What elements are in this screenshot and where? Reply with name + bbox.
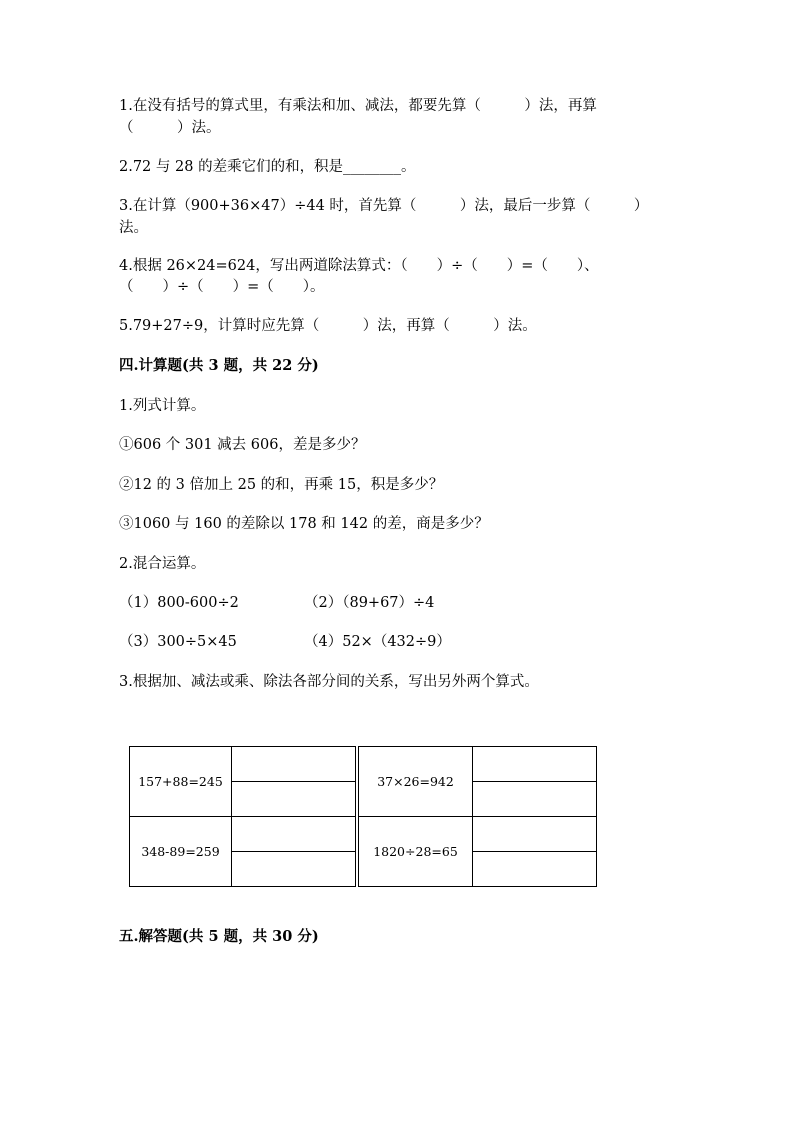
answer-blank[interactable] — [473, 782, 596, 817]
problem-1-b: ②12 的 3 倍加上 25 的和，再乘 15，积是多少？ — [119, 477, 444, 493]
answer-blank[interactable] — [232, 852, 355, 887]
question-3-line-1: 3.在计算（900+36×47）÷44 时，首先算（ ）法，最后一步算（ ） — [119, 198, 649, 214]
question-2: 2.72 与 28 的差乘它们的和，积是________。 — [119, 159, 416, 175]
equation-cell: 348-89=259 — [130, 817, 232, 887]
answer-blank[interactable] — [473, 747, 596, 782]
answer-cell[interactable] — [473, 747, 597, 817]
calc-item-3: （3）300÷5×45 — [119, 634, 237, 650]
equation-cell: 157+88=245 — [130, 747, 232, 817]
question-4-line-2: （ ）÷（ ）=（ ）。 — [119, 279, 325, 295]
answer-cell[interactable] — [473, 817, 597, 887]
question-5: 5.79+27÷9，计算时应先算（ ）法，再算（ ）法。 — [119, 318, 537, 334]
question-1-line-1: 1.在没有括号的算式里，有乘法和加、减法，都要先算（ ）法，再算 — [119, 98, 597, 114]
answer-cell[interactable] — [232, 817, 356, 887]
answer-blank[interactable] — [232, 747, 355, 782]
equation-cell: 1820÷28=65 — [359, 817, 473, 887]
calc-item-2: （2）（89+67）÷4 — [304, 595, 435, 611]
relation-table-right — [358, 746, 597, 887]
problem-3-title: 3.根据加、减法或乘、除法各部分间的关系，写出另外两个算式。 — [119, 674, 539, 690]
problem-2-title: 2.混合运算。 — [119, 556, 206, 572]
problem-1-title: 1.列式计算。 — [119, 398, 206, 414]
section-5-heading: 五.解答题(共 5 题，共 30 分) — [119, 928, 319, 945]
question-4-line-1: 4.根据 26×24=624，写出两道除法算式：（ ）÷（ ）=（ ）、 — [119, 258, 599, 274]
question-1-line-2: （ ）法。 — [119, 120, 221, 136]
answer-blank[interactable] — [232, 817, 355, 852]
relation-table-left — [129, 746, 356, 887]
problem-1-a: ①606 个 301 减去 606，差是多少？ — [119, 437, 366, 453]
answer-cell[interactable] — [232, 747, 356, 817]
answer-blank[interactable] — [232, 782, 355, 817]
answer-blank[interactable] — [473, 852, 596, 887]
problem-1-c: ③1060 与 160 的差除以 178 和 142 的差，商是多少？ — [119, 516, 489, 532]
calc-item-1: （1）800-600÷2 — [119, 595, 239, 611]
answer-blank[interactable] — [473, 817, 596, 852]
calc-item-4: （4）52×（432÷9） — [304, 634, 451, 650]
equation-cell: 37×26=942 — [359, 747, 473, 817]
question-3-line-2: 法。 — [119, 220, 148, 236]
section-4-heading: 四.计算题(共 3 题，共 22 分) — [119, 357, 319, 374]
